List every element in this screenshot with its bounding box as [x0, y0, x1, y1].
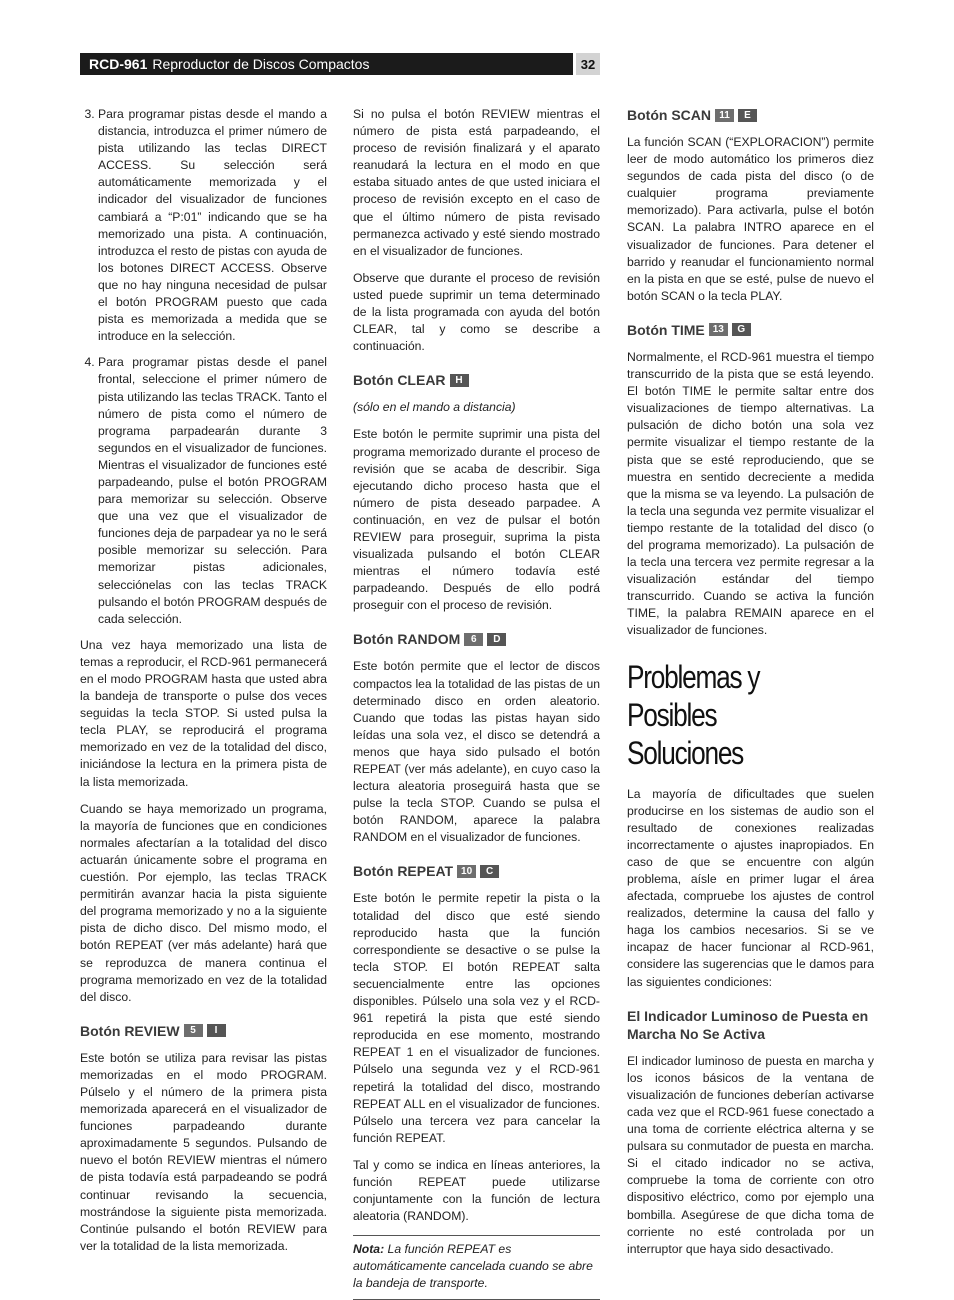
note-label: Nota: [353, 1242, 385, 1257]
heading-text: Botón REVIEW [80, 1022, 180, 1039]
heading-text: Botón CLEAR [353, 372, 446, 389]
heading-text: Botón SCAN [627, 107, 711, 123]
paragraph: Este botón se utiliza para revisar las pistas memorizadas en el modo PROGRAM. Púlselo y el número de la primera pista memorizada aparecerá en el visualizador de funciones parpadeando durante aproximadamente 5 segundos. Pulsando de nuevo el botón REVIEW mientras el número de pista todavía está parpadeando se podrá continuar revisando la secuencia, mostrándose la siguiente pista memorizada. Continúe pulsando el botón REVIEW para ver la totalidad de la lista memorizada. [80, 1050, 327, 1253]
button-number-badge: 6 [464, 633, 483, 646]
paragraph: Este botón le permite repetir la pista o la totalidad del disco que esté siendo reproducido hasta que la función correspondiente se desactive o se pulse la tecla STOP. El botón REPEAT salta secuencialmente entre las opciones disponibles. Púlselo una sola vez y el RCD-961 repetirá la pista que esté siendo reproducida en ese momento, mostrando REPEAT 1 en el visualizador de funciones. Púlselo una segunda vez y el RCD-961 repetirá la totalidad del disco, mostrando REPEAT ALL en el visualizador de funciones. Púlselo una tercera vez para cancelar la función REPEAT. [353, 891, 600, 1145]
paragraph: Observe que durante el proceso de revisión usted puede suprimir un tema determinado de la lista programada con ayuda del botón CLEAR, tal y como se describe a continuación. [353, 270, 600, 354]
section-heading-review [80, 1022, 327, 1040]
troubleshooting-title: Problemas y Posibles Soluciones [627, 658, 760, 771]
remote-only-note: (sólo en el mando a distancia) [353, 400, 516, 415]
section-heading-random [353, 630, 600, 648]
heading-text: Botón RANDOM [353, 631, 461, 648]
button-letter-badge: I [207, 1024, 226, 1037]
list-item: 4. Para programar pistas desde el panel frontal, seleccione el primer número de pista utilizando las teclas TRACK. Tanto el número de pista como el número de programa parpadearán durante 3 segundos en el visualizador de funciones. Mientras el visualizador de funciones esté parpadeando, pulse el botón PROGRAM para memorizar su selección. Observe que una vez que el visualizador de funciones deja de parpadear ya no le será posible memorizar su selección. Para memorizar pistas adicionales, selecciónelas con las teclas TRACK pulsando el botón PROGRAM después de cada selección. [98, 354, 327, 628]
paragraph: Este botón le permite suprimir una pista del programa memorizado durante el proceso de revisión que se acaba de describir. Siga ejecutando dicho proceso hasta que el número de pista deseado parpadee. A continuación, en vez de pulsar el botón REVIEW para proseguir, suprima la pista visualizada pulsando el botón CLEAR mientras el número todavía esté parpadeando. Después de ello podrá proseguir con el proceso de revisión. [353, 427, 600, 613]
button-number-badge: 11 [715, 109, 734, 122]
heading-text: Botón REPEAT [353, 863, 454, 880]
column-1 [80, 106, 327, 1265]
heading-text: Botón TIME [627, 321, 705, 338]
page-number: 32 [576, 53, 600, 75]
button-letter-badge: D [487, 633, 506, 646]
section-heading-scan [627, 106, 874, 124]
paragraph: El indicador luminoso de puesta en marcha y los iconos básicos de la ventana de visualización de funciones deberían activarse cada vez que el RCD-961 fuese conectado a una toma de corriente eléctrica alterna y se pulsara su conmutador de puesta en marcha. Si el citado indicador no se activa, compruebe la toma de corriente con otro dispositivo eléctrico, como por ejemplo una bombilla. Asegúrese de que dicha toma de corriente no esté controlada por un interruptor que haya sido desactivado. [627, 1053, 874, 1256]
button-letter-badge: E [738, 109, 757, 122]
subsection-heading: El Indicador Luminoso de Puesta en Marcha No Se Activa [627, 1007, 869, 1042]
paragraph: Este botón permite que el lector de discos compactos lea la totalidad de las pistas de un determinado disco en orden aleatorio. Cuando que todas las pistas hayan sido leídas una sola vez, el disco se detendrá a menos que haya sido pulsado el botón REPEAT (ver más adelante), en cuyo caso la lectura aleatoria proseguirá hasta que se pulse la tecla STOP. Cuando se pulsa el botón RANDOM, aparece la palabra RANDOM en el visualizador de funciones. [353, 659, 600, 845]
button-letter-badge: H [450, 374, 469, 387]
button-letter-badge: G [732, 323, 751, 336]
header-title: Reproductor de Discos Compactos [152, 56, 370, 72]
paragraph: Una vez haya memorizado una lista de temas a reproducir, el RCD-961 permanecerá en el modo PROGRAM hasta que usted abra la bandeja de transporte o pulse dos veces seguidas la tecla STOP. Si usted pulsa la tecla PLAY, se reproducirá el programa memorizado en vez de la totalidad del disco, iniciándose la lectura en la primera pista de la lista memorizada. [80, 637, 327, 789]
column-2 [353, 106, 600, 1300]
paragraph: La función SCAN (“EXPLORACION”) permite leer de modo automático los primeros diez segundos de cada pista del disco (o de cualquier programa previamente memorizado). Para activarla, pulse el botón SCAN. La palabra INTRO aparece en el visualizador de funciones. Para detener el barrido y reanudar el funcionamiento normal en la pista en que se esté, pulse de nuevo el botón SCAN o la tecla PLAY. [627, 135, 874, 303]
note-text: La función REPEAT es automáticamente cancelada cuando se abre la bandeja de transporte. [353, 1242, 593, 1291]
note-box [353, 1235, 600, 1299]
list-item: 3. Para programar pistas desde el mando a distancia, introduzca el primer número de pista utilizando las teclas DIRECT ACCESS. Su selección será automáticamente memorizada y el indicador del visualizador de funciones cambiará a “P:01” indicando que se ha memorizado una pista. A continuación, introduzca el resto de pistas con ayuda de los botones DIRECT ACCESS. Observe que no hay ninguna necesidad de pulsar el botón PROGRAM puesto que cada pista es memorizada a medida que se introduce en la selección. [98, 106, 327, 345]
paragraph: Tal y como se indica en líneas anteriores, la función REPEAT puede utilizarse conjuntamente con la función de lectura aleatoria (RANDOM). [353, 1157, 600, 1224]
header-model: RCD-961 [89, 56, 148, 72]
button-number-badge: 10 [457, 865, 476, 878]
page-header [80, 53, 573, 75]
paragraph: Cuando se haya memorizado un programa, la mayoría de funciones que en condiciones normales afectarían a la totalidad del disco actuarán únicamente sobre el programa en cuestión. Por ejemplo, las teclas TRACK permitirán avanzar hacia la pista siguiente del programa memorizado y no a la siguiente pista de dicho disco. Del mismo modo, el botón REPEAT (ver más adelante) hará que se reproduzca de manera continua el programa memorizado en vez de la totalidad del disco. [80, 801, 327, 1004]
button-number-badge: 13 [709, 323, 728, 336]
paragraph: Normalmente, el RCD-961 muestra el tiempo transcurrido de la pista que se está leyendo. El botón TIME le permite saltar entre dos visualizaciones de tiempo alternativas. La pulsación de dicho botón una sola vez permite visualizar el tiempo restante de la pista que se esté reproduciendo, que se muestra en sentido decreciente a medida que la misma se va leyendo. La pulsación de la tecla una segunda vez permite visualizar el tiempo restante de la totalidad del disco (o del programa memorizado). La pulsación de la tecla una tercera vez permite regresar a la visualización estándar del tiempo transcurrido. Cuando se activa la función TIME, la palabra REMAIN aparece en el visualizador de funciones. [627, 349, 874, 638]
program-steps-list [80, 106, 327, 628]
column-3 [627, 106, 874, 1268]
section-heading-time [627, 321, 874, 339]
button-number-badge: 5 [184, 1024, 203, 1037]
section-heading-clear [353, 371, 600, 389]
button-letter-badge: C [480, 865, 499, 878]
paragraph: La mayoría de dificultades que suelen producirse en los sistemas de audio son el resultado de conexiones realizadas incorrectamente o ajustes inapropiados. En caso de que se encuentre con algún problema, aísle en primer lugar el área afectada, compruebe los ajustes de control realizados, determine la causa del fallo y haga los cambios necesarios. Si se ve incapaz de hacer funcionar al RCD-961, considere las sugerencias que le damos para las siguientes condiciones: [627, 786, 874, 989]
paragraph: Si no pulsa el botón REVIEW mientras el número de pista está parpadeando, el proceso de revisión finalizará y el aparato reanudará la lectura en el modo en que estaba situado antes de que usted iniciara el proceso de revisión excepto en el caso de que el último número de pista revisado permanezca activado y esté siendo mostrado en el visualizador de funciones. [353, 107, 600, 258]
section-heading-repeat [353, 862, 600, 880]
